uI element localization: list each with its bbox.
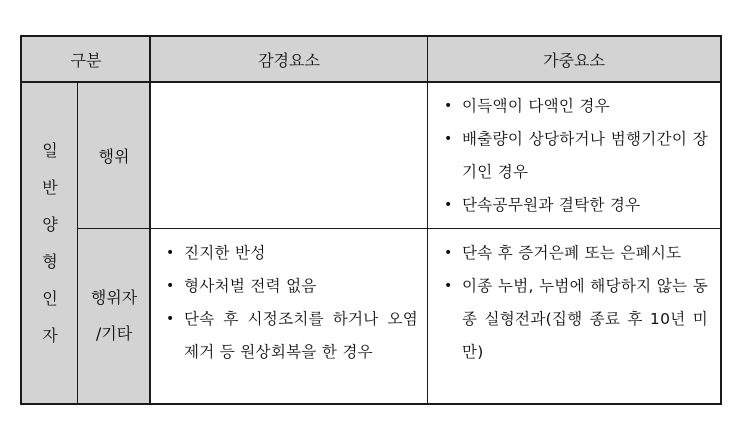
header-mitigating	[150, 37, 428, 82]
header-mitigating-label: 감경요소	[258, 51, 320, 70]
divider	[149, 37, 151, 403]
side-label-char: 양	[42, 214, 58, 234]
list-item	[162, 303, 418, 369]
list-item-text: 단속 후 증거은폐 또는 은폐시도	[462, 244, 682, 262]
side-label-char: 인	[42, 288, 58, 308]
header-category	[22, 37, 150, 82]
list-item-text: 형사처벌 전력 없음	[184, 277, 317, 295]
list-item	[440, 123, 708, 189]
divider	[78, 228, 720, 229]
header-aggravating-label: 가중요소	[543, 51, 605, 70]
row-label-act	[78, 82, 150, 229]
side-label-char: 일	[42, 140, 58, 160]
bullet-icon: •	[444, 98, 453, 114]
bullet-icon: •	[444, 278, 453, 294]
bullet-icon: •	[166, 245, 175, 261]
row-label-actor-line2: /기타	[95, 324, 133, 343]
list-item	[162, 270, 418, 303]
side-label-char: 형	[42, 251, 58, 271]
bullet-icon: •	[444, 245, 453, 261]
header-aggravating	[428, 37, 720, 82]
row-label-actor-line1: 행위자	[90, 288, 138, 307]
row-label-act-text: 행위	[98, 147, 130, 166]
list-item-text: 이득액이 다액인 경우	[462, 97, 610, 115]
list-item-text: 진지한 반성	[184, 244, 266, 262]
mitigating-list	[162, 237, 418, 369]
aggravating-list	[440, 237, 708, 369]
divider	[427, 37, 428, 403]
bullet-icon: •	[444, 197, 453, 213]
list-item-text: 이종 누범, 누범에 해당하지 않는 동종 실형전과(집행 종료 후 10년 미만)	[462, 277, 708, 361]
list-item-text: 단속 후 시정조치를 하거나 오염제거 등 원상회복을 한 경우	[184, 310, 418, 361]
list-item-text: 단속공무원과 결탁한 경우	[462, 196, 641, 214]
list-item	[440, 90, 708, 123]
list-item-text: 배출량이 상당하거나 범행기간이 장기인 경우	[462, 130, 708, 181]
list-item	[440, 270, 708, 369]
divider	[22, 81, 720, 83]
bullet-icon: •	[166, 311, 175, 327]
side-label-char: 반	[42, 177, 58, 197]
row-label-actor-other	[78, 229, 150, 403]
row-actor-aggravating-cell	[428, 229, 720, 403]
row-act-mitigating-cell	[150, 82, 428, 229]
aggravating-list	[440, 90, 708, 222]
side-label-char: 자	[42, 325, 58, 345]
list-item	[162, 237, 418, 270]
bullet-icon: •	[166, 278, 175, 294]
row-actor-mitigating-cell	[150, 229, 428, 403]
bullet-icon: •	[444, 131, 453, 147]
header-category-label: 구분	[70, 51, 102, 70]
row-act-aggravating-cell	[428, 82, 720, 229]
general-sentencing-factors-label	[22, 82, 78, 403]
list-item	[440, 189, 708, 222]
divider	[77, 82, 78, 403]
list-item	[440, 237, 708, 270]
sentencing-factors-table	[20, 35, 722, 405]
